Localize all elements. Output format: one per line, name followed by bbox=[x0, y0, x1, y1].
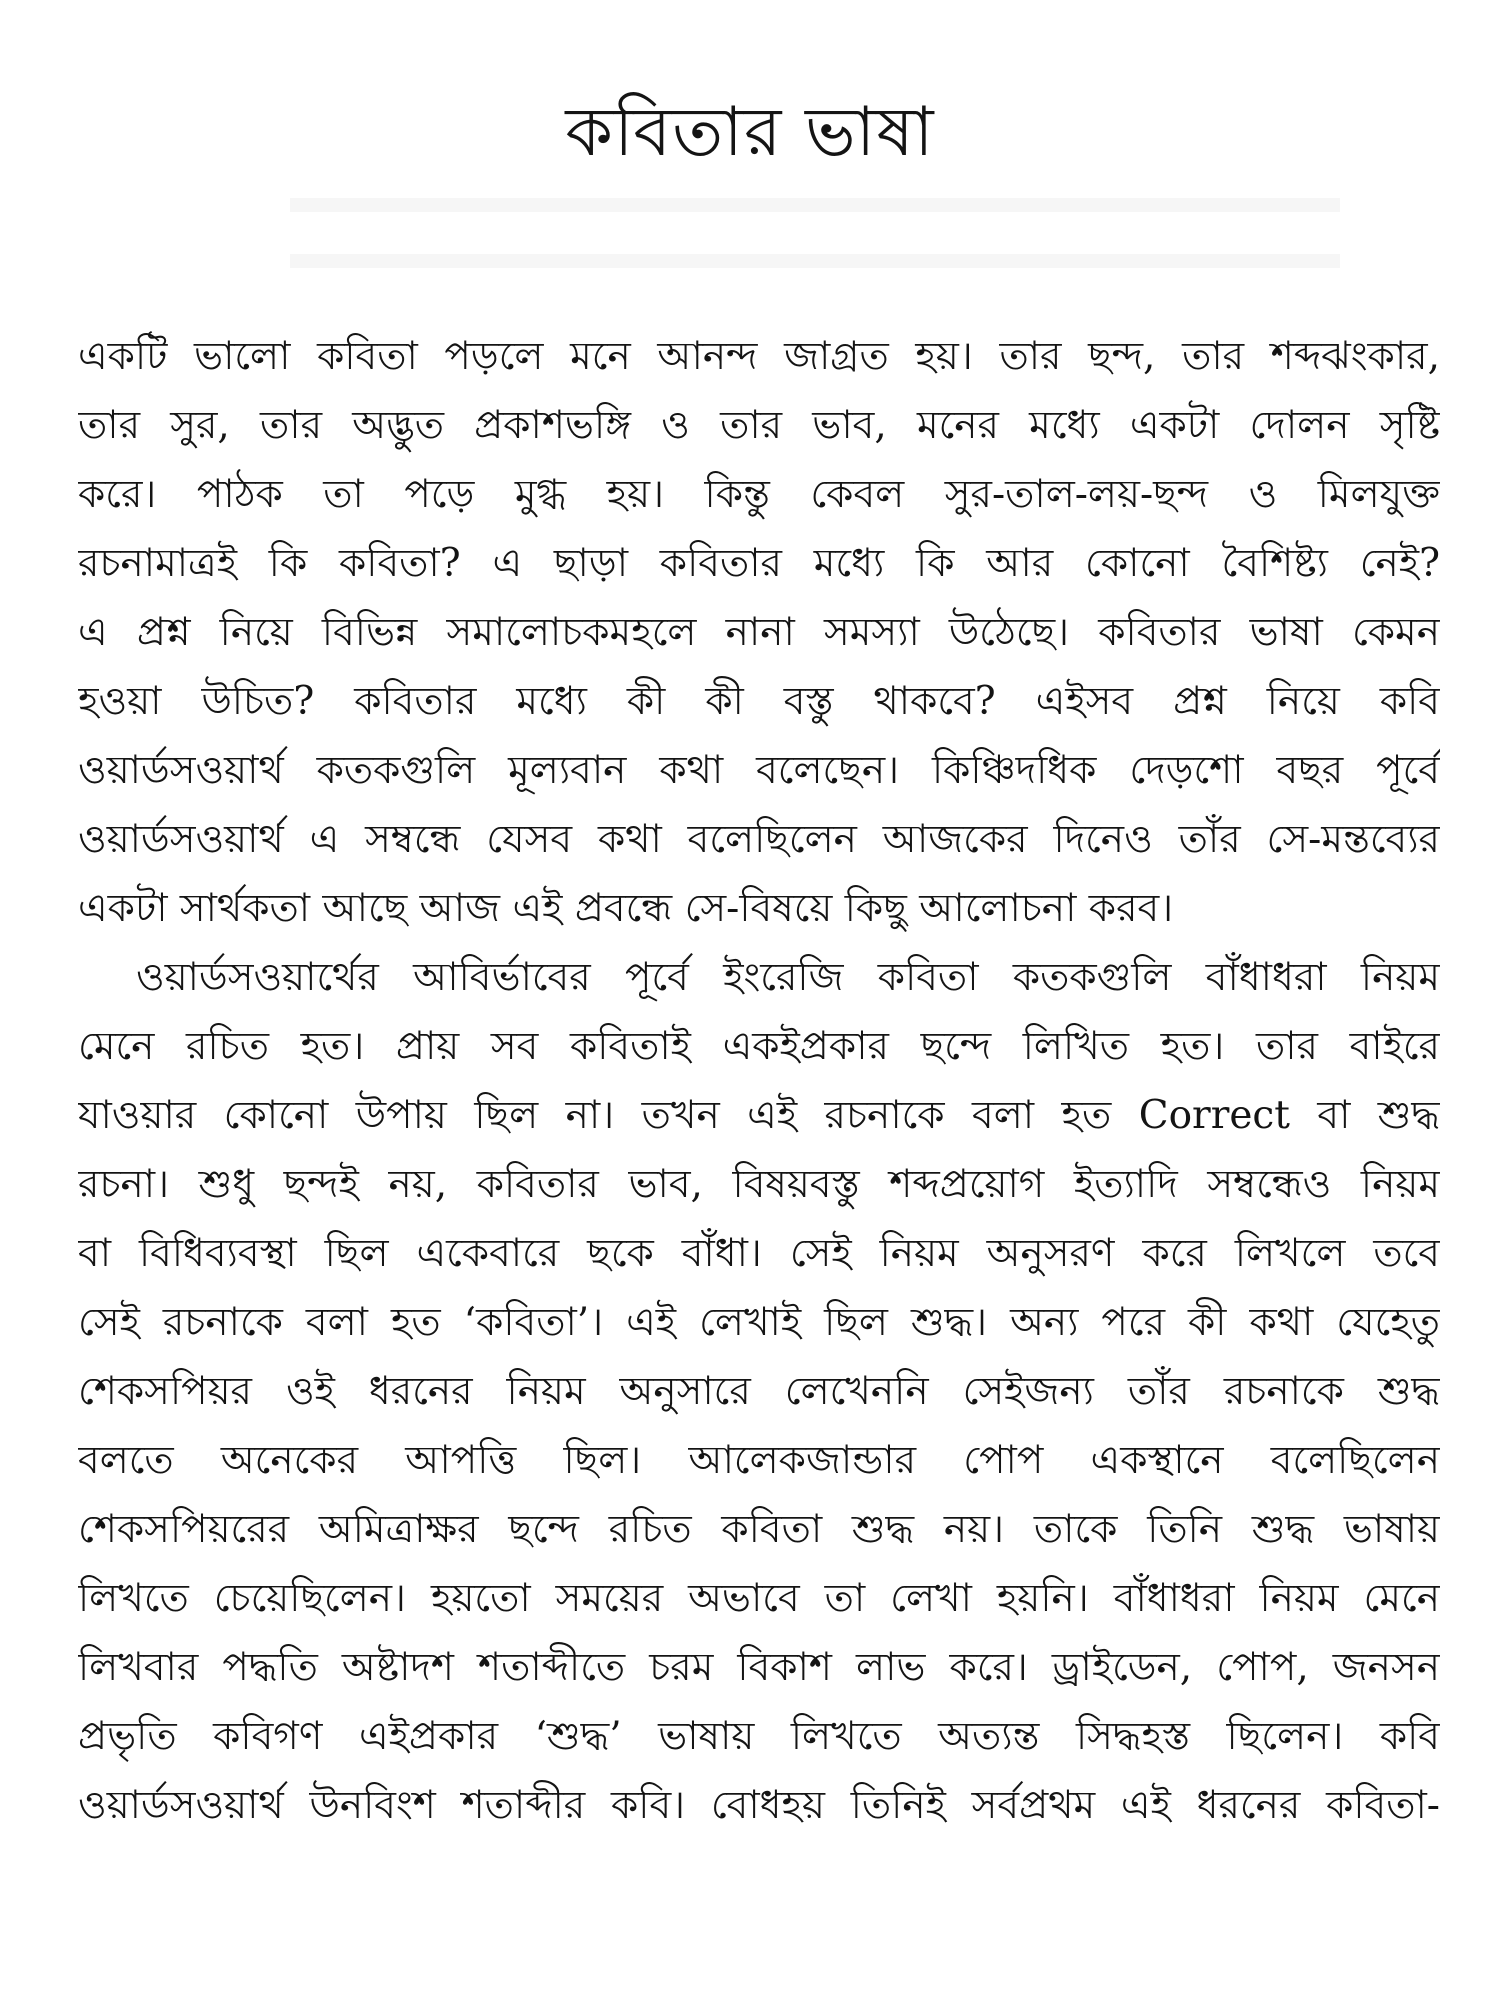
text-line: বলতে অনেকের আপত্তি ছিল। আলেকজান্ডার পোপ একস্থানে বলেছিলেন bbox=[78, 1438, 1440, 1483]
text-line: ওয়ার্ডসওয়ার্থ কতকগুলি মূল্যবান কথা বলেছেন। কিঞ্চিদধিক দেড়শো বছর পূর্বে bbox=[78, 748, 1440, 793]
text-line: ওয়ার্ডসওয়ার্থের আবির্ভাবের পূর্বে ইংরেজি কবিতা কতকগুলি বাঁধাধরা নিয়ম bbox=[136, 955, 1440, 1000]
text-line: প্রভৃতি কবিগণ এইপ্রকার ‘শুদ্ধ’ ভাষায় লিখতে অত্যন্ত সিদ্ধহস্ত ছিলেন। কবি bbox=[78, 1714, 1440, 1759]
text-line: শেকসপিয়র ওই ধরনের নিয়ম অনুসারে লেখেননি সেইজন্য তাঁর রচনাকে শুদ্ধ bbox=[78, 1369, 1440, 1414]
text-line: তার সুর, তার অদ্ভুত প্রকাশভঙ্গি ও তার ভাব, মনের মধ্যে একটা দোলন সৃষ্টি bbox=[78, 403, 1440, 448]
text-line: ওয়ার্ডসওয়ার্থ এ সম্বন্ধে যেসব কথা বলেছিলেন আজকের দিনেও তাঁর সে-মন্তব্যের bbox=[78, 817, 1440, 862]
text-line: এ প্রশ্ন নিয়ে বিভিন্ন সমালোচকমহলে নানা সমস্যা উঠেছে। কবিতার ভাষা কেমন bbox=[78, 610, 1440, 655]
body-text bbox=[78, 322, 1440, 1840]
text-line: লিখবার পদ্ধতি অষ্টাদশ শতাব্দীতে চরম বিকাশ লাভ করে। ড্রাইডেন, পোপ, জনসন bbox=[78, 1645, 1440, 1690]
text-line: বা বিধিব্যবস্থা ছিল একেবারে ছকে বাঁধা। সেই নিয়ম অনুসরণ করে লিখলে তবে bbox=[78, 1231, 1440, 1276]
text-line: সেই রচনাকে বলা হত ‘কবিতা’। এই লেখাই ছিল শুদ্ধ। অন্য পরে কী কথা যেহেতু bbox=[78, 1300, 1440, 1345]
text-line: হওয়া উচিত? কবিতার মধ্যে কী কী বস্তু থাকবে? এইসব প্রশ্ন নিয়ে কবি bbox=[78, 679, 1440, 724]
text-line: একটা সার্থকতা আছে আজ এই প্রবন্ধে সে-বিষয়ে কিছু আলোচনা করব। bbox=[78, 886, 1174, 931]
text-line: ওয়ার্ডসওয়ার্থ উনবিংশ শতাব্দীর কবি। বোধহয় তিনিই সর্বপ্রথম এই ধরনের কবিতা- bbox=[78, 1783, 1440, 1828]
text-line: করে। পাঠক তা পড়ে মুগ্ধ হয়। কিন্তু কেবল সুর-তাল-লয়-ছন্দ ও মিলযুক্ত bbox=[78, 472, 1440, 517]
text-line: রচনামাত্রই কি কবিতা? এ ছাড়া কবিতার মধ্যে কি আর কোনো বৈশিষ্ট্য নেই? bbox=[78, 541, 1440, 586]
text-line: যাওয়ার কোনো উপায় ছিল না। তখন এই রচনাকে বলা হত Correct বা শুদ্ধ bbox=[78, 1093, 1440, 1138]
bleed-through-shadow bbox=[290, 190, 1340, 300]
text-line: মেনে রচিত হত। প্রায় সব কবিতাই একইপ্রকার ছন্দে লিখিত হত। তার বাইরে bbox=[78, 1024, 1440, 1069]
text-line: রচনা। শুধু ছন্দই নয়, কবিতার ভাব, বিষয়বস্তু শব্দপ্রয়োগ ইত্যাদি সম্বন্ধেও নিয়ম bbox=[78, 1162, 1440, 1207]
text-line: শেকসপিয়রের অমিত্রাক্ষর ছন্দে রচিত কবিতা শুদ্ধ নয়। তাকে তিনি শুদ্ধ ভাষায় bbox=[78, 1507, 1440, 1552]
text-line: একটি ভালো কবিতা পড়লে মনে আনন্দ জাগ্রত হয়। তার ছন্দ, তার শব্দঝংকার, bbox=[78, 334, 1440, 379]
text-line: লিখতে চেয়েছিলেন। হয়তো সময়ের অভাবে তা লেখা হয়নি। বাঁধাধরা নিয়ম মেনে bbox=[78, 1576, 1440, 1621]
page-title: কবিতার ভাষা bbox=[565, 93, 935, 172]
